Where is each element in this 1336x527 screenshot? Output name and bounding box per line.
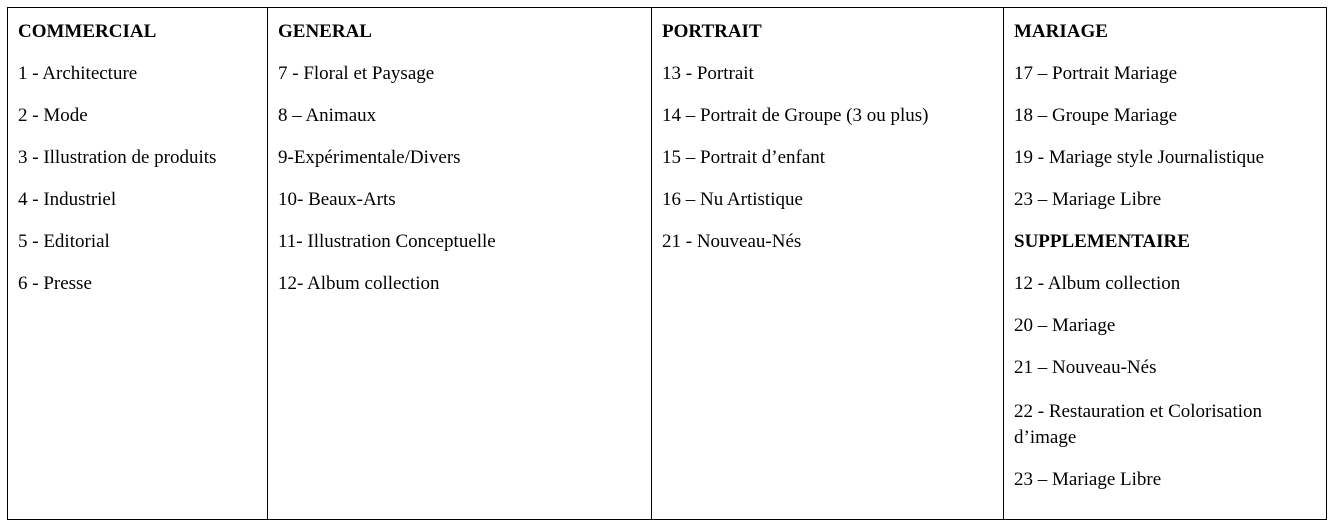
list-item: 4 - Industriel — [18, 189, 117, 210]
list-item: 13 - Portrait — [662, 63, 754, 84]
list-item: 17 – Portrait Mariage — [1014, 63, 1178, 84]
list-item: 10- Beaux-Arts — [278, 189, 396, 210]
list-item: 15 – Portrait d’enfant — [662, 147, 826, 168]
column-heading: COMMERCIAL — [18, 21, 157, 42]
list-item: 16 – Nu Artistique — [662, 189, 803, 210]
list-item: 1 - Architecture — [18, 63, 138, 84]
category-list — [18, 63, 257, 295]
list-item: 18 – Groupe Mariage — [1014, 105, 1178, 126]
list-item: 12 - Album collection — [1014, 273, 1181, 294]
list-item: 8 – Animaux — [278, 105, 377, 126]
list-item: 23 – Mariage Libre — [1014, 469, 1162, 490]
column-commercial — [8, 8, 268, 519]
list-item: 12- Album collection — [278, 273, 440, 294]
list-item: 7 - Floral et Paysage — [278, 63, 435, 84]
list-item: 5 - Editorial — [18, 231, 110, 252]
category-list — [278, 63, 641, 295]
column-heading: MARIAGE — [1014, 21, 1108, 42]
list-item: 22 - Restauration et Colorisation d’image — [1014, 401, 1263, 448]
category-table — [7, 7, 1327, 520]
category-list — [1014, 63, 1316, 211]
column-subheading: SUPPLEMENTAIRE — [1014, 231, 1190, 252]
column-heading: PORTRAIT — [662, 21, 762, 42]
column-heading: GENERAL — [278, 21, 372, 42]
list-item: 2 - Mode — [18, 105, 88, 126]
list-item: 20 – Mariage — [1014, 315, 1116, 336]
column-portrait — [652, 8, 1004, 519]
list-item: 9-Expérimentale/Divers — [278, 147, 461, 168]
column-mariage — [1004, 8, 1326, 519]
list-item: 11- Illustration Conceptuelle — [278, 231, 496, 252]
list-item: 6 - Presse — [18, 273, 92, 294]
category-list-supplementaire — [1014, 273, 1316, 491]
category-list — [662, 63, 993, 253]
list-item: 23 – Mariage Libre — [1014, 189, 1162, 210]
list-item: 3 - Illustration de produits — [18, 147, 217, 168]
column-general — [268, 8, 652, 519]
list-item: 19 - Mariage style Journalistique — [1014, 147, 1265, 168]
list-item: 21 - Nouveau-Nés — [662, 231, 802, 252]
list-item: 14 – Portrait de Groupe (3 ou plus) — [662, 105, 929, 126]
list-item: 21 – Nouveau-Nés — [1014, 357, 1157, 378]
